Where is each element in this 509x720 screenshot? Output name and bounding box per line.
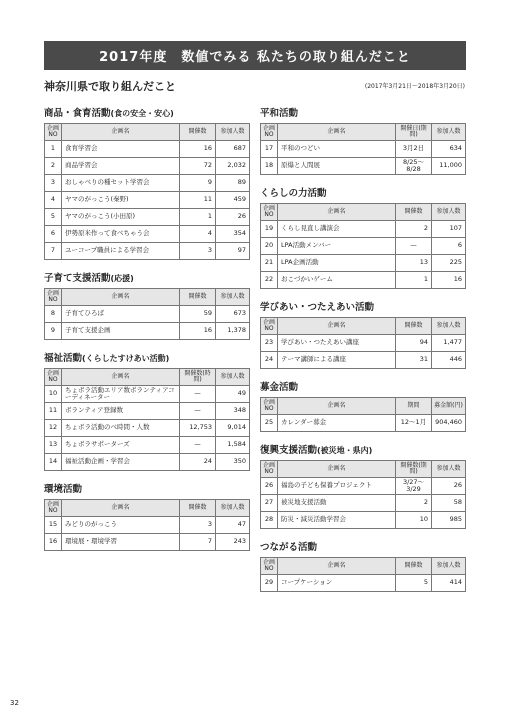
participants-cell: 687	[216, 141, 250, 158]
participants-cell: 2,032	[216, 158, 250, 175]
count-cell: 3月2日	[396, 141, 432, 158]
participants-cell: 26	[432, 478, 466, 495]
program-name: おこづかいゲーム	[278, 272, 396, 289]
activity-table	[260, 317, 466, 369]
row-number: 10	[45, 386, 62, 403]
row-number: 13	[45, 437, 62, 454]
section-title-main: 復興支援活動	[260, 445, 318, 456]
activity-section	[260, 105, 465, 175]
column-header: 参加人数	[216, 500, 250, 517]
column-header: 企画名	[278, 398, 396, 415]
section-title-main: 福祉活動	[44, 353, 83, 364]
participants-cell: 1,584	[216, 437, 250, 454]
participants-cell: 107	[432, 221, 466, 238]
count-cell: 3	[180, 517, 216, 534]
activity-table	[260, 460, 466, 529]
column-header: 参加人数	[216, 369, 250, 386]
table-row	[261, 141, 466, 158]
table-row	[261, 221, 466, 238]
column-header: 企画名	[278, 318, 396, 335]
table-header-row	[45, 369, 250, 386]
row-number: 2	[45, 158, 62, 175]
column-header: 企画NO	[261, 318, 278, 335]
activity-section	[260, 379, 465, 432]
prefecture-title: 神奈川県で取り組んだこと	[44, 80, 176, 93]
participants-cell: 243	[216, 534, 250, 551]
table-row	[45, 141, 250, 158]
column-header: 企画名	[278, 558, 396, 575]
participants-cell: 58	[432, 495, 466, 512]
section-title	[44, 350, 249, 364]
activity-table	[44, 499, 250, 551]
table-row	[45, 158, 250, 175]
count-cell: 9	[180, 175, 216, 192]
column-header: 企画NO	[261, 398, 278, 415]
program-name: ちょボラ活動のべ時間・人数	[62, 420, 180, 437]
row-number: 26	[261, 478, 278, 495]
section-title	[260, 379, 465, 393]
participants-cell: 350	[216, 454, 250, 471]
table-header-row	[45, 124, 250, 141]
column-header: 開催数	[396, 318, 432, 335]
activity-section	[44, 481, 249, 551]
participants-cell: 26	[216, 209, 250, 226]
row-number: 14	[45, 454, 62, 471]
count-cell: 1	[396, 272, 432, 289]
period-text: (2017年3月21日～2018年3月20日)	[364, 83, 465, 90]
section-title-sub: (くらしたすけあい活動)	[82, 354, 170, 363]
column-header: 企画名	[62, 124, 180, 141]
row-number: 4	[45, 192, 62, 209]
activity-section	[260, 539, 465, 592]
program-name: テーマ講師による講座	[278, 352, 396, 369]
row-number: 1	[45, 141, 62, 158]
count-cell: —	[180, 403, 216, 420]
column-header: 参加人数	[432, 124, 466, 141]
program-name: 伊勢原米作って食べちゃう会	[62, 226, 180, 243]
activity-table	[260, 123, 466, 175]
count-cell: 13	[396, 255, 432, 272]
activity-table	[260, 203, 466, 289]
table-row	[261, 255, 466, 272]
table-row	[261, 238, 466, 255]
program-name: ヤマのがっこう(秦野)	[62, 192, 180, 209]
count-cell: 7	[180, 534, 216, 551]
participants-cell: 225	[432, 255, 466, 272]
table-row	[45, 386, 250, 403]
activity-section	[44, 350, 249, 471]
table-header-row	[261, 558, 466, 575]
table-row	[261, 335, 466, 352]
participants-cell: 1,477	[432, 335, 466, 352]
count-cell: 3	[180, 243, 216, 260]
participants-cell: 9,014	[216, 420, 250, 437]
program-name: カレンダー募金	[278, 415, 396, 432]
row-number: 27	[261, 495, 278, 512]
column-header: 参加人数	[432, 461, 466, 478]
program-name: 環境展・環境学習	[62, 534, 180, 551]
row-number: 25	[261, 415, 278, 432]
row-number: 17	[261, 141, 278, 158]
table-row	[261, 415, 466, 432]
column-header: 企画NO	[261, 558, 278, 575]
table-row	[261, 352, 466, 369]
program-name: コープケーション	[278, 575, 396, 592]
table-row	[45, 437, 250, 454]
program-name: LPA活動メンバー	[278, 238, 396, 255]
table-row	[45, 192, 250, 209]
participants-cell: 47	[216, 517, 250, 534]
column-header: 企画名	[62, 289, 180, 306]
program-name: 学びあい・つたえあい講座	[278, 335, 396, 352]
column-header: 参加人数	[432, 558, 466, 575]
program-name: 平和のつどい	[278, 141, 396, 158]
row-number: 16	[45, 534, 62, 551]
section-title-main: 平和活動	[260, 108, 299, 119]
section-title-main: 募金活動	[260, 382, 299, 393]
section-title	[260, 442, 465, 456]
column-header: 企画NO	[261, 461, 278, 478]
section-title-main: 子育て支援活動	[44, 273, 111, 284]
activity-table	[44, 123, 250, 260]
column-header: 企画NO	[261, 124, 278, 141]
row-number: 6	[45, 226, 62, 243]
count-cell: 94	[396, 335, 432, 352]
row-number: 18	[261, 158, 278, 175]
column-header: 期間	[396, 398, 432, 415]
table-row	[261, 478, 466, 495]
participants-cell: 6	[432, 238, 466, 255]
table-row	[45, 209, 250, 226]
column-header: 企画名	[62, 500, 180, 517]
section-title-main: くらしの力活動	[260, 188, 327, 199]
program-name: ボランティア登録数	[62, 403, 180, 420]
table-row	[45, 403, 250, 420]
program-name: 被災地支援活動	[278, 495, 396, 512]
column-header: 参加人数	[432, 204, 466, 221]
program-name: ユーコープ職員による学習会	[62, 243, 180, 260]
column-header: 開催数	[396, 558, 432, 575]
section-title	[260, 299, 465, 313]
table-row	[261, 158, 466, 175]
program-name: 原爆と人間展	[278, 158, 396, 175]
count-cell: 8/25〜8/28	[396, 158, 432, 175]
column-header: 開催数(期間)	[396, 461, 432, 478]
table-row	[45, 323, 250, 340]
activity-table	[44, 288, 250, 340]
column-header: 開催数	[180, 500, 216, 517]
column-header: 参加人数	[216, 124, 250, 141]
count-cell: 4	[180, 226, 216, 243]
program-name: 子育て支援企画	[62, 323, 180, 340]
row-number: 8	[45, 306, 62, 323]
table-row	[45, 420, 250, 437]
row-number: 3	[45, 175, 62, 192]
section-title-sub: (被災地・県内)	[317, 446, 373, 455]
column-header: 企画名	[278, 461, 396, 478]
row-number: 11	[45, 403, 62, 420]
participants-cell: 985	[432, 512, 466, 529]
participants-cell: 348	[216, 403, 250, 420]
program-name: 福島の子ども保養プロジェクト	[278, 478, 396, 495]
table-row	[45, 306, 250, 323]
participants-cell: 354	[216, 226, 250, 243]
section-title	[44, 481, 249, 495]
row-number: 5	[45, 209, 62, 226]
count-cell: 31	[396, 352, 432, 369]
activity-section	[260, 299, 465, 369]
count-cell: 11	[180, 192, 216, 209]
participants-cell: 1,378	[216, 323, 250, 340]
count-cell: 16	[180, 141, 216, 158]
count-cell: 16	[180, 323, 216, 340]
row-number: 24	[261, 352, 278, 369]
column-header: 開催数(時間)	[180, 369, 216, 386]
count-cell: 3/27〜3/29	[396, 478, 432, 495]
participants-cell: 634	[432, 141, 466, 158]
row-number: 7	[45, 243, 62, 260]
participants-cell: 11,000	[432, 158, 466, 175]
table-row	[45, 175, 250, 192]
table-header-row	[261, 124, 466, 141]
table-header-row	[261, 318, 466, 335]
section-title-main: 商品・食育活動	[44, 108, 111, 119]
activity-section	[260, 185, 465, 289]
program-name: 商品学習会	[62, 158, 180, 175]
section-title	[44, 105, 249, 119]
row-number: 28	[261, 512, 278, 529]
column-header: 募金額(円)	[432, 398, 466, 415]
activity-table	[44, 368, 250, 471]
activity-table	[260, 557, 466, 592]
participants-cell: 89	[216, 175, 250, 192]
table-row	[45, 534, 250, 551]
count-cell: 12,753	[180, 420, 216, 437]
section-title-sub: (応援)	[110, 274, 134, 283]
column-header: 企画NO	[45, 124, 62, 141]
count-cell: 10	[396, 512, 432, 529]
program-name: 子育てひろば	[62, 306, 180, 323]
count-cell: —	[180, 437, 216, 454]
row-number: 21	[261, 255, 278, 272]
row-number: 22	[261, 272, 278, 289]
row-number: 29	[261, 575, 278, 592]
table-row	[261, 272, 466, 289]
table-header-row	[261, 398, 466, 415]
table-row	[45, 454, 250, 471]
program-name: くらし見直し講演会	[278, 221, 396, 238]
column-header: 企画NO	[261, 204, 278, 221]
column-header: 企画名	[278, 204, 396, 221]
section-title	[260, 185, 465, 199]
column-header: 開催数	[396, 204, 432, 221]
count-cell: 12〜1月	[396, 415, 432, 432]
activity-section	[44, 270, 249, 340]
participants-cell: 459	[216, 192, 250, 209]
right-column	[260, 105, 465, 602]
page-number: 32	[10, 699, 19, 707]
table-row	[261, 575, 466, 592]
row-number: 15	[45, 517, 62, 534]
table-header-row	[45, 500, 250, 517]
activity-table	[260, 397, 466, 432]
section-title-main: つながる活動	[260, 542, 318, 553]
page-banner: 2017年度 数値でみる 私たちの取り組んだこと	[44, 41, 466, 70]
column-header: 開催数	[180, 289, 216, 306]
column-header: 企画NO	[45, 369, 62, 386]
column-header: 企画名	[62, 369, 180, 386]
program-name: みどりのがっこう	[62, 517, 180, 534]
count-cell: 24	[180, 454, 216, 471]
participants-cell: 97	[216, 243, 250, 260]
section-title-main: 学びあい・つたえあい活動	[260, 302, 375, 313]
section-title-sub: (食の安全・安心)	[110, 109, 174, 118]
participants-cell: 49	[216, 386, 250, 403]
participants-cell: 16	[432, 272, 466, 289]
program-name: 防災・減災活動学習会	[278, 512, 396, 529]
table-row	[261, 495, 466, 512]
count-cell: 59	[180, 306, 216, 323]
table-row	[45, 517, 250, 534]
section-title-main: 環境活動	[44, 484, 83, 495]
participants-cell: 446	[432, 352, 466, 369]
count-cell: 2	[396, 221, 432, 238]
program-name: おしゃべりの種セット学習会	[62, 175, 180, 192]
participants-cell: 904,460	[432, 415, 466, 432]
row-number: 19	[261, 221, 278, 238]
row-number: 12	[45, 420, 62, 437]
row-number: 23	[261, 335, 278, 352]
count-cell: 72	[180, 158, 216, 175]
row-number: 9	[45, 323, 62, 340]
column-header: 企画NO	[45, 289, 62, 306]
activity-section	[260, 442, 465, 529]
count-cell: 1	[180, 209, 216, 226]
column-header: 参加人数	[432, 318, 466, 335]
program-name: LPA企画活動	[278, 255, 396, 272]
row-number: 20	[261, 238, 278, 255]
column-header: 開催数	[180, 124, 216, 141]
section-title	[260, 539, 465, 553]
program-name: 食育学習会	[62, 141, 180, 158]
table-header-row	[261, 204, 466, 221]
column-header: 開催日(期間)	[396, 124, 432, 141]
count-cell: 2	[396, 495, 432, 512]
column-header: 企画NO	[45, 500, 62, 517]
program-name: ちょボラ活動エリア数ボランティアコーディネーター	[62, 386, 180, 403]
column-header: 参加人数	[216, 289, 250, 306]
table-row	[45, 226, 250, 243]
count-cell: —	[396, 238, 432, 255]
count-cell: —	[180, 386, 216, 403]
program-name: 福祉活動企画・学習会	[62, 454, 180, 471]
participants-cell: 414	[432, 575, 466, 592]
table-row	[261, 512, 466, 529]
left-column	[44, 105, 249, 561]
program-name: ヤマのがっこう(小田原)	[62, 209, 180, 226]
participants-cell: 673	[216, 306, 250, 323]
activity-section	[44, 105, 249, 260]
section-title	[44, 270, 249, 284]
column-header: 企画名	[278, 124, 396, 141]
table-header-row	[45, 289, 250, 306]
table-row	[45, 243, 250, 260]
table-header-row	[261, 461, 466, 478]
program-name: ちょボラサポーターズ	[62, 437, 180, 454]
section-title	[260, 105, 465, 119]
count-cell: 5	[396, 575, 432, 592]
